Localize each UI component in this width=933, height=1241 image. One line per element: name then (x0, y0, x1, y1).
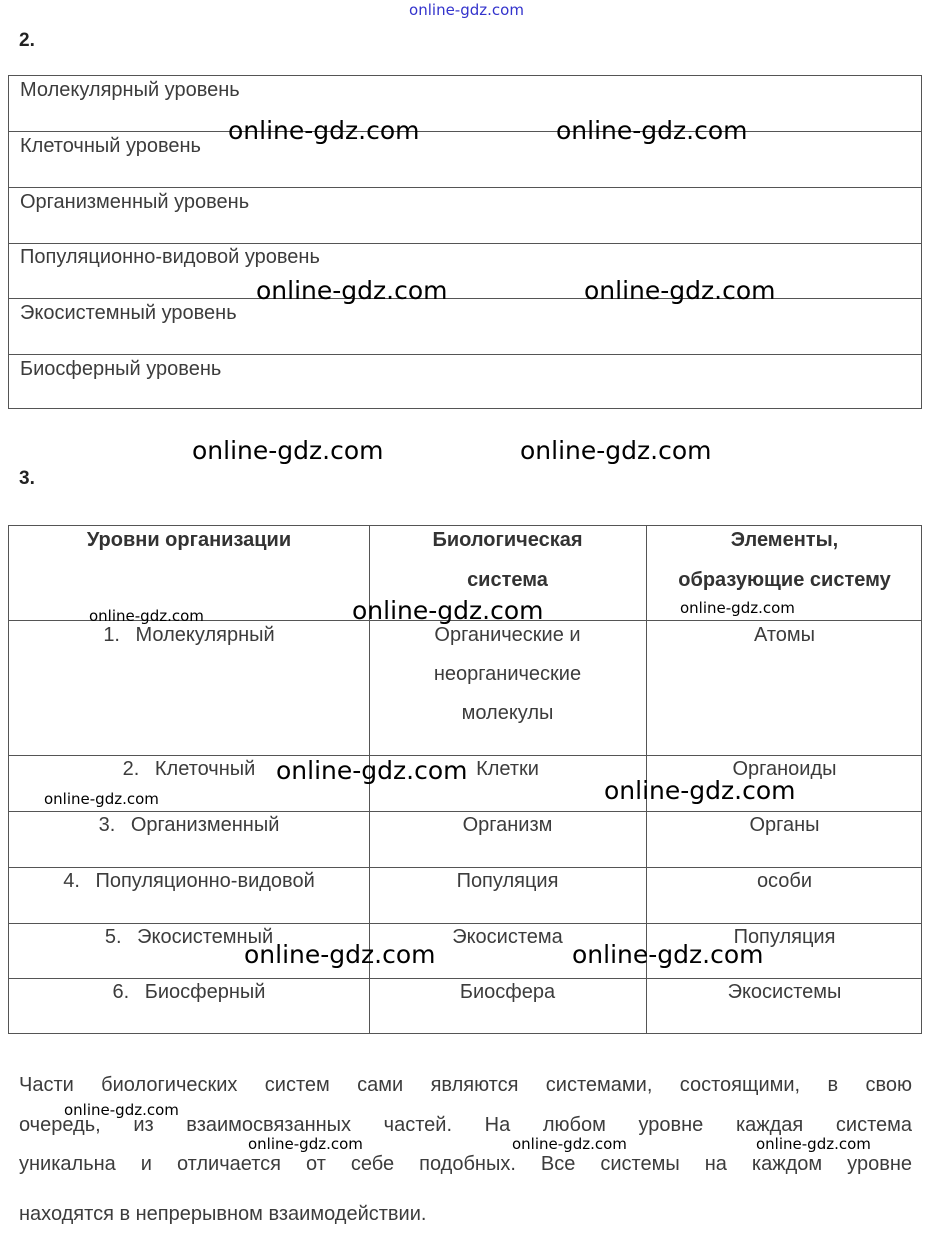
level-cell: 6. Биосферный (112, 981, 266, 1003)
watermark: online-gdz.com (228, 116, 420, 145)
watermark: online-gdz.com (512, 1135, 627, 1153)
header-line: Элементы, (730, 529, 839, 551)
level-label: Биосферный уровень (20, 358, 222, 380)
header-line: система (467, 569, 548, 591)
elements-cell: Органоиды (732, 758, 837, 780)
watermark: online-gdz.com (572, 940, 764, 969)
level-label: Популяционно-видовой уровень (20, 246, 320, 268)
watermark: online-gdz.com (680, 599, 795, 617)
level-cell: 1. Молекулярный (103, 624, 275, 646)
watermark: online-gdz.com (276, 756, 468, 785)
elements-cell: Экосистемы (727, 981, 842, 1003)
watermark: online-gdz.com (584, 276, 776, 305)
watermark: online-gdz.com (756, 1135, 871, 1153)
system-cell: Популяция (456, 870, 559, 892)
level-cell: 2. Клеточный (122, 758, 256, 780)
system-cell: Экосистема (452, 926, 563, 948)
levels-table-row (9, 243, 921, 299)
watermark: online-gdz.com (64, 1101, 179, 1119)
watermark: online-gdz.com (520, 436, 712, 465)
system-cell: Биосфера (459, 981, 556, 1003)
levels-table-row (9, 132, 921, 188)
elements-cell: особи (756, 870, 813, 892)
paragraph-line: очередь, из взаимосвязанных частей. На любом уровне каждая система (19, 1114, 912, 1136)
header-elements (646, 520, 923, 600)
system-cell: Организм (462, 814, 553, 836)
paragraph-line: Части биологических систем сами являются системами, состоящими, в свою (19, 1074, 912, 1096)
header-line: Уровни организации (86, 529, 292, 551)
system-cell (369, 616, 646, 733)
watermark: online-gdz.com (604, 776, 796, 805)
levels-table-row (9, 76, 921, 132)
section-2-number: 2. (19, 30, 35, 51)
system-line: неорганические (433, 663, 582, 685)
header-line: образующие систему (678, 569, 891, 591)
system-cell: Клетки (476, 758, 539, 780)
watermark: online-gdz.com (256, 276, 448, 305)
section-3-number: 3. (19, 468, 35, 489)
watermark: online-gdz.com (192, 436, 384, 465)
levels-table-row (9, 299, 921, 355)
level-label: Клеточный уровень (20, 135, 201, 157)
top-watermark: online-gdz.com (409, 1, 524, 19)
watermark: online-gdz.com (248, 1135, 363, 1153)
level-cell: 3. Организменный (98, 814, 280, 836)
watermark: online-gdz.com (352, 596, 544, 625)
watermark: online-gdz.com (44, 790, 159, 808)
watermark: online-gdz.com (244, 940, 436, 969)
watermark: online-gdz.com (89, 607, 204, 625)
level-label: Молекулярный уровень (20, 79, 240, 101)
header-levels (9, 520, 369, 560)
header-line: Биологическая (432, 529, 583, 551)
elements-cell: Популяция (733, 926, 836, 948)
elements-cell: Атомы (753, 624, 816, 646)
system-line: молекулы (461, 702, 554, 724)
system-line: Органические и (434, 624, 581, 646)
header-system (369, 520, 646, 600)
paragraph-line: уникальна и отличается от себе подобных. Все системы на каждом уровне (19, 1153, 912, 1175)
levels-table-row (9, 188, 921, 244)
level-label: Организменный уровень (20, 191, 250, 213)
elements-cell: Органы (749, 814, 820, 836)
watermark: online-gdz.com (556, 116, 748, 145)
level-cell: 5. Экосистемный (104, 926, 274, 948)
level-label: Экосистемный уровень (20, 302, 237, 324)
paragraph-line: находятся в непрерывном взаимодействии. (19, 1203, 427, 1225)
levels-table-row (9, 355, 921, 410)
levels-table (8, 75, 922, 409)
level-cell: 4. Популяционно-видовой (63, 870, 315, 892)
